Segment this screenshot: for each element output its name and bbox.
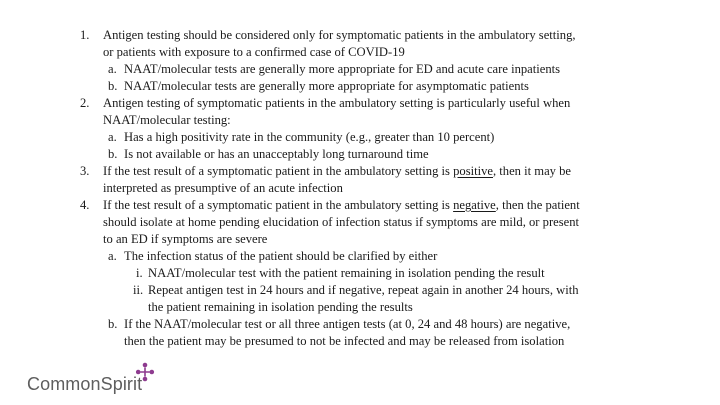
subitem-letter: a.	[108, 249, 117, 263]
item-text: interpreted as presumptive of an acute infection	[103, 181, 343, 195]
subitem-text: Has a high positivity rate in the community (e.g., greater than 10 percent)	[124, 130, 495, 144]
item-number: 2.	[80, 96, 90, 110]
item-text: If the test result of a symptomatic patient in the ambulatory setting is negative, then the patient	[103, 198, 580, 212]
roman-number: i.	[136, 266, 143, 280]
commonspirit-logo	[27, 364, 142, 394]
roman-text: NAAT/molecular test with the patient remaining in isolation pending the result	[148, 266, 545, 280]
subitem-letter: b.	[108, 147, 118, 161]
roman-number: ii.	[133, 283, 144, 297]
logo-mark-icon	[135, 361, 155, 383]
item-number: 1.	[80, 28, 90, 42]
item-text: Antigen testing of symptomatic patients in the ambulatory setting is particularly useful when	[103, 96, 571, 110]
subitem-text: If the NAAT/molecular test or all three antigen tests (at 0, 24 and 48 hours) are negative,	[124, 317, 571, 331]
roman-text: Repeat antigen test in 24 hours and if negative, repeat again in another 24 hours, with	[148, 283, 579, 297]
subitem-text: NAAT/molecular tests are generally more appropriate for asymptomatic patients	[124, 79, 529, 93]
item-number: 4.	[80, 198, 90, 212]
subitem-text: Is not available or has an unacceptably long turnaround time	[124, 147, 429, 161]
subitem-text: then the patient may be presumed to not be infected and may be released from isolation	[124, 334, 565, 348]
item-number: 3.	[80, 164, 90, 178]
item-text: to an ED if symptoms are severe	[103, 232, 268, 246]
item-text: Antigen testing should be considered only for symptomatic patients in the ambulatory setting,	[103, 28, 576, 42]
item-text: If the test result of a symptomatic patient in the ambulatory setting is positive, then it may be	[103, 164, 571, 178]
item-text: or patients with exposure to a confirmed case of COVID-19	[103, 45, 405, 59]
item-text: NAAT/molecular testing:	[103, 113, 231, 127]
logo-wordmark: CommonSpirit	[27, 374, 143, 394]
emphasis-negative: negative	[453, 198, 496, 212]
subitem-letter: a.	[108, 62, 117, 76]
subitem-text: NAAT/molecular tests are generally more appropriate for ED and acute care inpatients	[124, 62, 561, 76]
item-text: should isolate at home pending elucidation of infection status if symptoms are mild, or present	[103, 215, 580, 229]
emphasis-positive: positive	[453, 164, 493, 178]
subitem-text: The infection status of the patient should be clarified by either	[124, 249, 438, 263]
subitem-letter: b.	[108, 317, 118, 331]
subitem-letter: a.	[108, 130, 117, 144]
subitem-letter: b.	[108, 79, 118, 93]
roman-text: the patient remaining in isolation pending the results	[148, 300, 413, 314]
